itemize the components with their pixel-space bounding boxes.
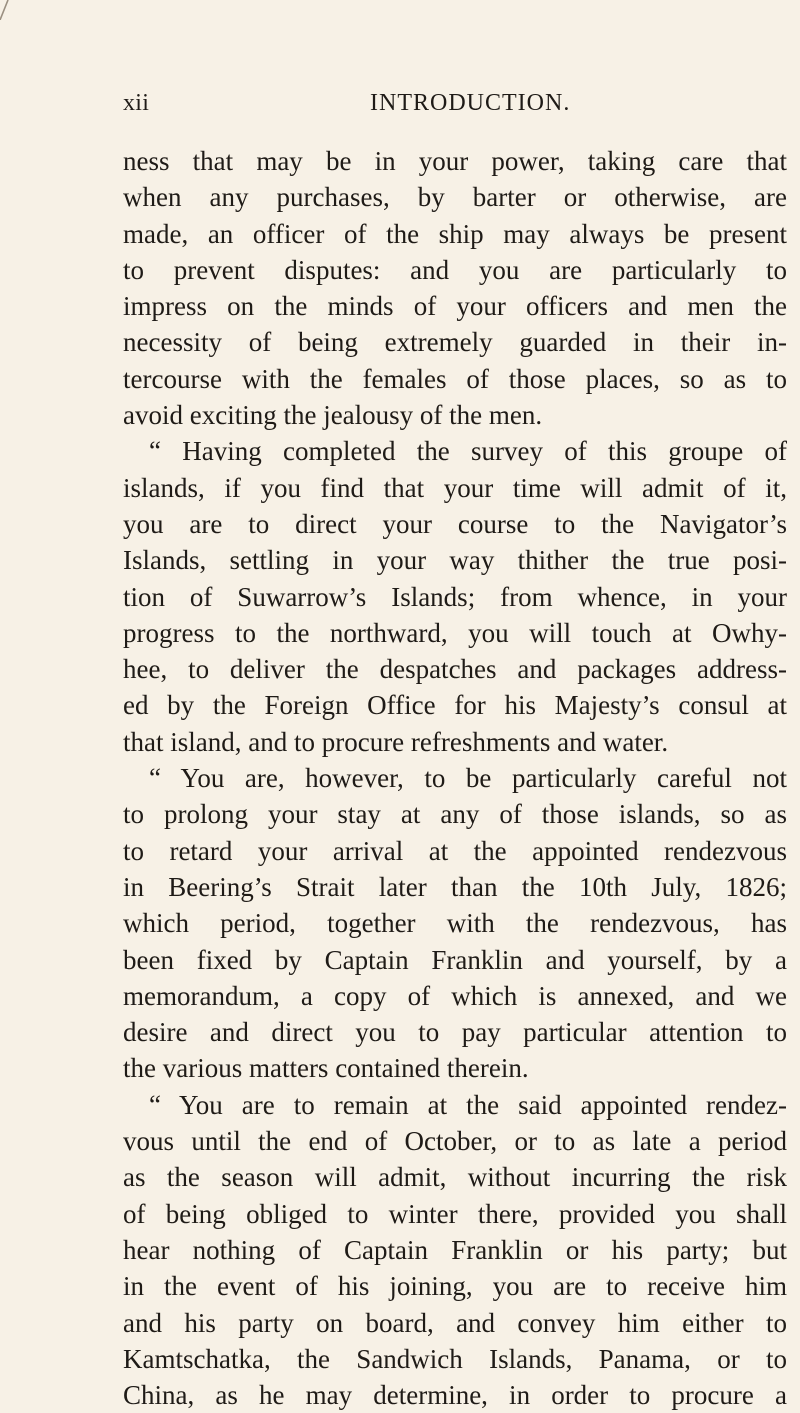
text-line: necessity of being extremely guarded in their in- bbox=[123, 327, 787, 358]
text-line: “ Having completed the survey of this groupe of bbox=[149, 436, 787, 467]
text-line: been fixed by Captain Franklin and yourself, by a bbox=[123, 944, 787, 975]
text-line: to prolong your stay at any of those islands, so as bbox=[123, 799, 787, 830]
text-line: made, an officer of the ship may always be present bbox=[123, 218, 787, 249]
page-number: xii bbox=[123, 90, 150, 116]
text-line: impress on the minds of your officers and men the bbox=[123, 291, 787, 322]
text-line: ed by the Foreign Office for his Majesty’s consul at bbox=[123, 690, 787, 721]
text-line: desire and direct you to pay particular attention to bbox=[123, 1017, 787, 1048]
text-line: hee, to deliver the despatches and packages address- bbox=[123, 654, 787, 685]
text-line: which period, together with the rendezvous, has bbox=[123, 908, 787, 939]
text-line: ness that may be in your power, taking care that bbox=[123, 146, 787, 176]
running-head bbox=[123, 88, 723, 118]
text-line: in the event of his joining, you are to receive him bbox=[123, 1271, 787, 1302]
text-line: the various matters contained therein. bbox=[123, 1053, 529, 1084]
text-line: and his party on board, and convey him either to bbox=[123, 1307, 787, 1338]
text-line: Kamtschatka, the Sandwich Islands, Panama, or to bbox=[123, 1343, 787, 1374]
text-line: to retard your arrival at the appointed rendezvous bbox=[123, 835, 787, 866]
text-line: “ You are, however, to be particularly careful not bbox=[149, 763, 787, 794]
text-line: China, as he may determine, in order to procure a bbox=[123, 1380, 787, 1411]
text-line: as the season will admit, without incurring the risk bbox=[123, 1162, 787, 1193]
text-line: tercourse with the females of those places, so as to bbox=[123, 363, 787, 394]
text-line: vous until the end of October, or to as late a period bbox=[123, 1126, 787, 1157]
text-line: progress to the northward, you will touch at Owhy- bbox=[123, 617, 787, 648]
text-line: memorandum, a copy of which is annexed, and we bbox=[123, 980, 787, 1011]
text-line: you are to direct your course to the Navigator’s bbox=[123, 508, 787, 539]
text-line: that island, and to procure refreshments and water. bbox=[123, 726, 669, 757]
body-text bbox=[123, 143, 787, 1413]
text-line: tion of Suwarrow’s Islands; from whence, in your bbox=[123, 581, 787, 612]
text-line: of being obliged to winter there, provided you shall bbox=[123, 1198, 787, 1229]
text-line: islands, if you find that your time will admit of it, bbox=[123, 472, 787, 503]
corner-mark bbox=[0, 0, 20, 20]
text-line: Islands, settling in your way thither the true posi- bbox=[123, 545, 787, 576]
text-line: to prevent disputes: and you are particularly to bbox=[123, 254, 787, 285]
text-line: in Beering’s Strait later than the 10th July, 1826; bbox=[123, 871, 787, 902]
running-title: INTRODUCTION. bbox=[370, 90, 571, 116]
text-line: “ You are to remain at the said appointed rendez- bbox=[149, 1089, 787, 1120]
text-line: when any purchases, by barter or otherwise, are bbox=[123, 182, 787, 213]
text-line: avoid exciting the jealousy of the men. bbox=[123, 400, 543, 431]
text-line: hear nothing of Captain Franklin or his party; but bbox=[123, 1234, 787, 1265]
